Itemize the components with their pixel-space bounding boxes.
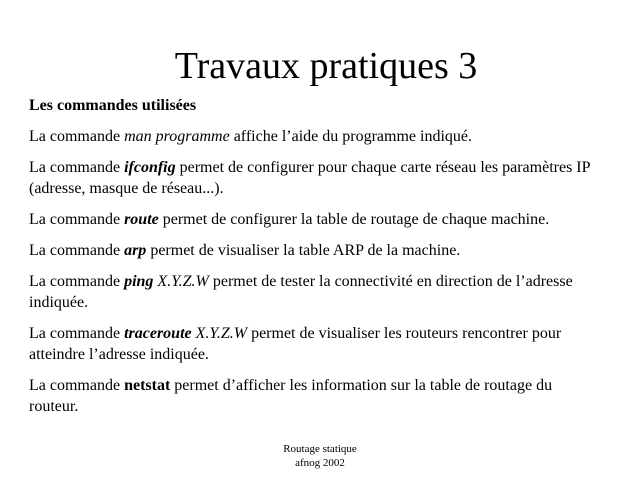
paragraph-lead: La commande [29, 128, 125, 145]
command-traceroute: traceroute [124, 325, 192, 342]
paragraph-ping [29, 271, 599, 313]
paragraph-lead: La commande [29, 377, 125, 394]
slide-footer [250, 442, 390, 470]
paragraph-route [29, 209, 599, 230]
command-ifconfig: ifconfig [124, 159, 176, 176]
paragraph-lead: La commande [29, 242, 125, 259]
paragraph-text: affiche l’aide du programme indiqué. [229, 128, 472, 145]
paragraph-text: permet de tester la connectivité en direction de l’adresse indiquée. [29, 273, 573, 311]
paragraph-text: permet de configurer la table de routage de chaque machine. [158, 211, 550, 228]
command-argument: X.Y.Z.W [191, 325, 248, 342]
command-ping: ping [124, 273, 154, 290]
paragraph-traceroute [29, 323, 599, 365]
command-netstat: netstat [124, 377, 171, 394]
paragraph-man [29, 126, 599, 147]
paragraph-lead: La commande [29, 159, 125, 176]
section-heading: Les commandes utilisées [29, 97, 197, 114]
footer-event: afnog 2002 [295, 457, 345, 469]
slide-title: Travaux pratiques 3 [174, 45, 478, 87]
slide-content [29, 95, 599, 427]
command-arp: arp [124, 242, 147, 259]
paragraph-lead: La commande [29, 211, 125, 228]
paragraph-lead: La commande [29, 325, 125, 342]
paragraph-lead: La commande [29, 273, 125, 290]
command-man: man programme [124, 128, 230, 145]
paragraph-text: permet de visualiser la table ARP de la machine. [146, 242, 461, 259]
paragraph-text: permet de configurer pour chaque carte réseau les paramètres IP (adresse, masque de réseau...). [29, 159, 590, 197]
paragraph-netstat [29, 375, 599, 417]
command-route: route [124, 211, 159, 228]
command-argument: X.Y.Z.W [153, 273, 209, 290]
paragraph-text: permet d’afficher les information sur la table de routage du routeur. [29, 377, 553, 415]
paragraph-ifconfig [29, 157, 599, 199]
paragraph-text: permet de visualiser les routeurs rencontrer pour atteindre l’adresse indiquée. [29, 325, 562, 363]
paragraph-arp [29, 240, 599, 261]
footer-topic: Routage statique [283, 443, 357, 455]
